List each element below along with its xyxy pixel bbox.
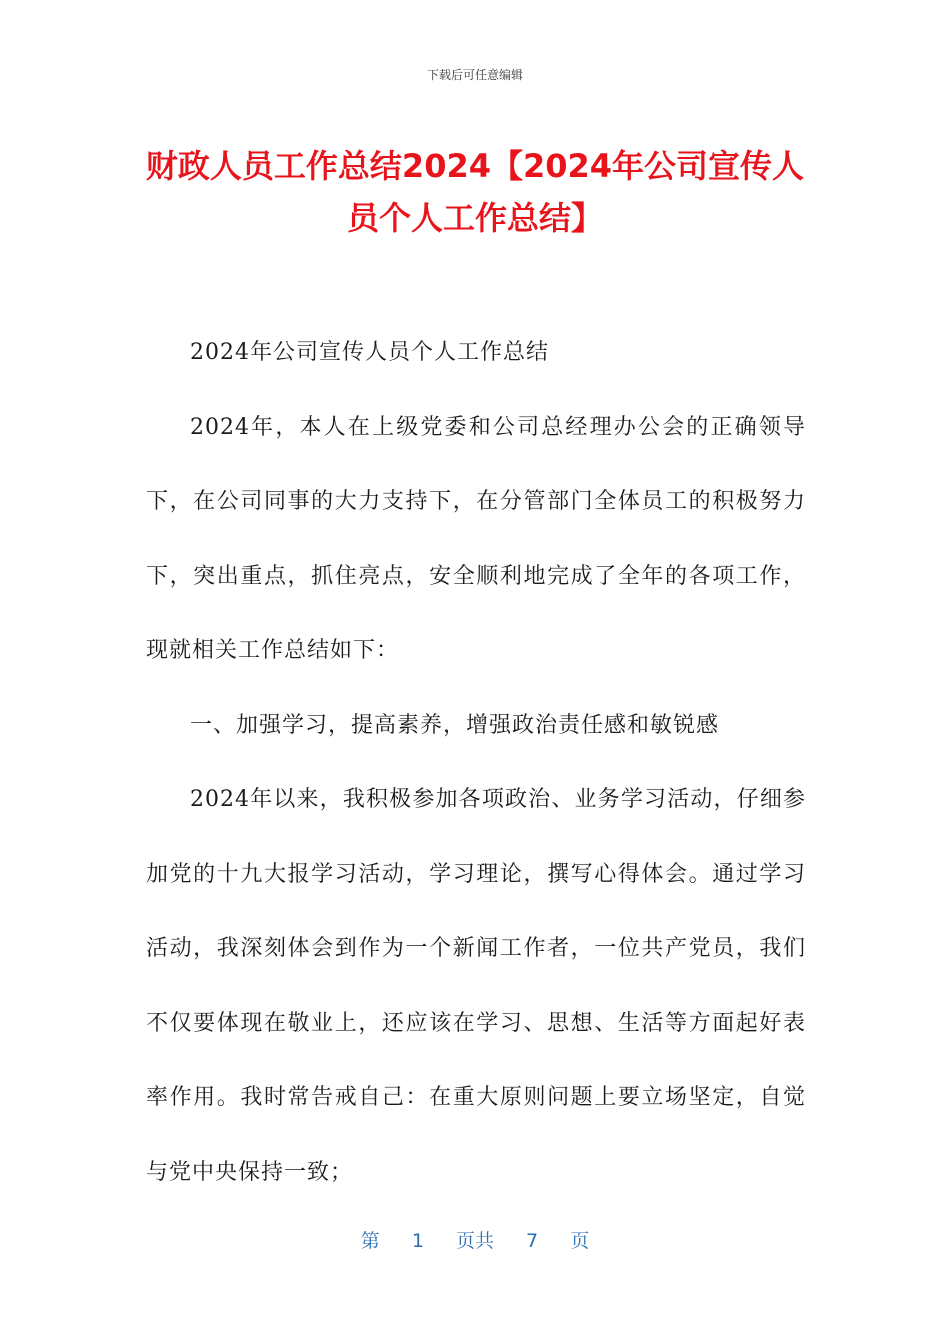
footer-label-total: 页共 xyxy=(455,1230,494,1252)
paragraph-section-body: 2024年以来，我积极参加各项政治、业务学习活动，仔细参加党的十九大报学习活动，学习理论，撰写心得体会。通过学习活动，我深刻体会到作为一个新闻工作者，一位共产党员，我们不仅要体现在敬业上，还应该在学习、思想、生活等方面起好表率作用。我时常告戒自己：在重大原则问题上要立场坚定，自觉与党中央保持一致； xyxy=(146,787,806,1185)
document-body xyxy=(146,316,806,1210)
footer-label-end: 页 xyxy=(570,1230,590,1252)
paragraph-section-heading: 一、加强学习，提高素养，增强政治责任感和敏锐感 xyxy=(190,712,720,738)
footer-current-page: 1 xyxy=(411,1230,424,1252)
document-title: 财政人员工作总结2024【2024年公司宣传人员个人工作总结】 xyxy=(145,147,805,237)
footer-label-page: 第 xyxy=(360,1230,380,1252)
paragraph-subtitle: 2024年公司宣传人员个人工作总结 xyxy=(190,340,549,365)
paragraph-intro: 2024年，本人在上级党委和公司总经理办公会的正确领导下，在公司同事的大力支持下，在分管部门全体员工的积极努力下，突出重点，抓住亮点，安全顺利地完成了全年的各项工作，现就相关工作总结如下： xyxy=(146,414,806,663)
footer-total-pages: 7 xyxy=(526,1230,539,1252)
page-footer xyxy=(0,1226,950,1253)
header-note: 下载后可任意编辑 xyxy=(426,68,523,82)
